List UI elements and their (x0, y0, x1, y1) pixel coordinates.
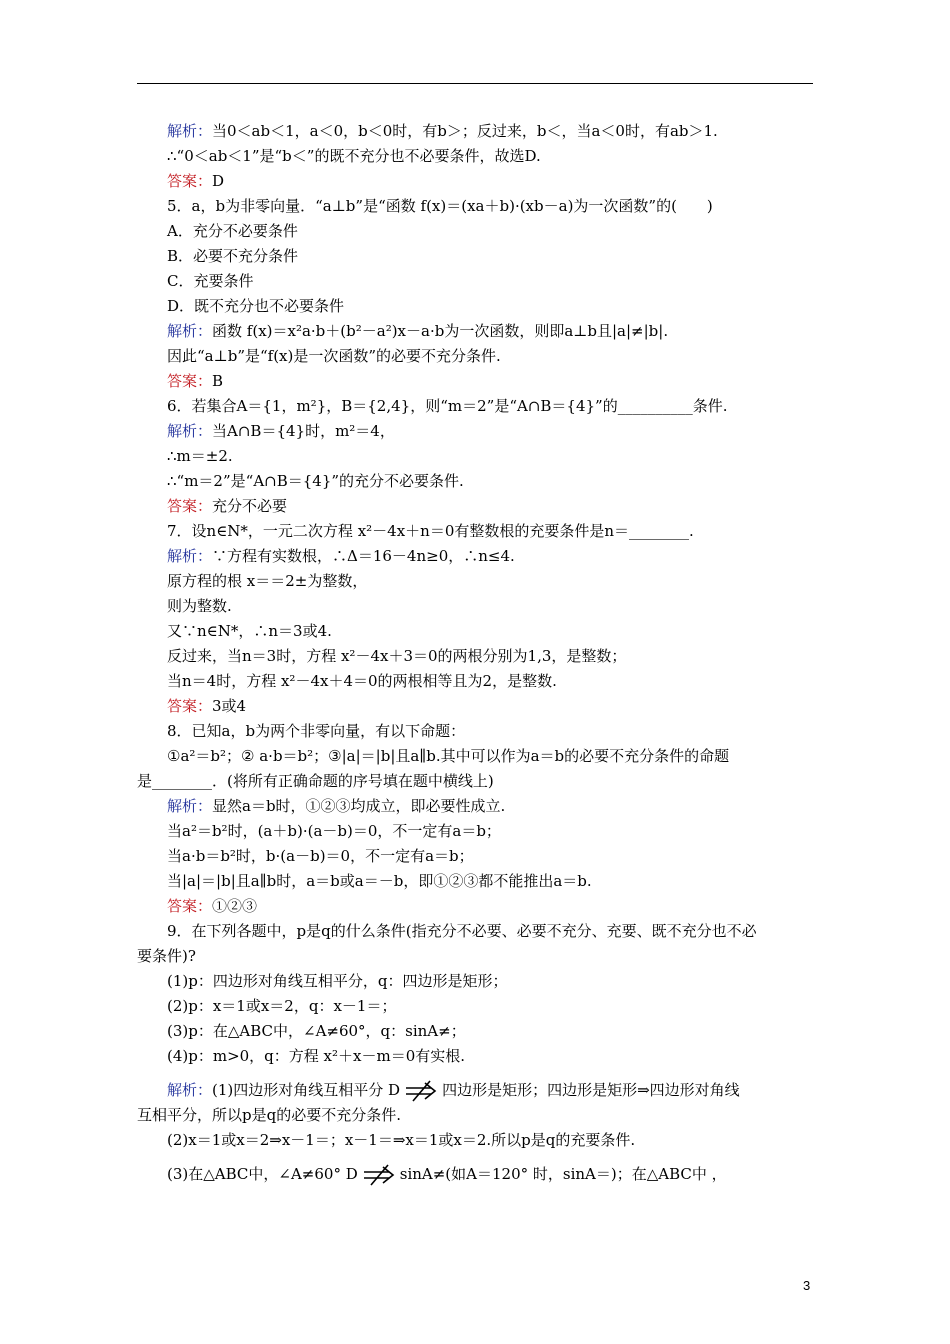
text-line: 解析：函数 f(x)＝x²a·b＋(b²－a²)x－a·b为一次函数，则即a⊥b且|a|≠|b|. (167, 322, 669, 340)
sub-question-4: (4)p：m>0，q：方程 x²＋x－m＝0有实根. (167, 1047, 466, 1065)
text-line: 要条件)? (137, 947, 196, 965)
spacer (137, 1153, 817, 1162)
option-d: D．既不充分也不必要条件 (167, 297, 345, 315)
analysis-label: 解析： (167, 547, 213, 565)
sub-question-3: (3)p：在△ABC中，∠A≠60°，q：sinA≠； (167, 1022, 466, 1040)
text-line: 解析：∵方程有实数根，∴Δ＝16－4n≥0，∴n≤4. (167, 547, 515, 565)
text-line: 答案：D (167, 172, 225, 190)
answer-label: 答案： (167, 897, 213, 915)
answer-label: 答案： (167, 172, 213, 190)
page-number: 3 (803, 1278, 811, 1293)
text-line: 当n＝4时，方程 x²－4x＋4＝0的两根相等且为2，是整数. (167, 672, 557, 690)
text-line: 当a·b＝b²时，b·(a－b)＝0，不一定有a＝b； (167, 847, 474, 865)
text-line: 则为整数. (167, 597, 232, 615)
not-implies-arrow-icon (404, 1080, 438, 1102)
question-6: 6．若集合A＝{1，m²}，B＝{2,4}，则“m＝2”是“A∩B＝{4}”的__________条件. (167, 397, 728, 415)
text-line: ∴“m＝2”是“A∩B＝{4}”的充分不必要条件. (167, 472, 464, 490)
text-line: 答案：3或4 (167, 697, 247, 715)
text-line: 答案：充分不必要 (167, 497, 288, 515)
answer-label: 答案： (167, 697, 213, 715)
text-line: 答案：B (167, 372, 224, 390)
text-line: 是________．(将所有正确命题的序号填在题中横线上) (137, 772, 494, 790)
text-line: (3)在△ABC中，∠A≠60° D sinA≠(如A＝120° 时，sinA＝)；在△ABC中 ， (137, 1162, 817, 1187)
option-a: A．充分不必要条件 (167, 222, 298, 240)
analysis-label: 解析： (167, 122, 213, 140)
text-line: 互相平分，所以p是q的必要不充分条件. (137, 1106, 401, 1124)
sub-question-1: (1)p：四边形对角线互相平分，q：四边形是矩形； (167, 972, 508, 990)
analysis-label: 解析： (167, 322, 213, 340)
not-implies-arrow-icon (362, 1164, 396, 1186)
text-line: 因此“a⊥b”是“f(x)是一次函数”的必要不充分条件. (167, 347, 501, 365)
text-line: 反过来，当n＝3时，方程 x²－4x＋3＝0的两根分别为1,3，是整数； (167, 647, 627, 665)
option-c: C．充要条件 (167, 272, 254, 290)
text-line: 原方程的根 x＝＝2±为整数， (167, 572, 368, 590)
text-line: 解析：显然a＝b时，①②③均成立，即必要性成立. (167, 797, 506, 815)
text-line: 解析：当A∩B＝{4}时，m²＝4， (167, 422, 395, 440)
analysis-label: 解析： (167, 797, 213, 815)
text-line: 当|a|＝|b|且a∥b时，a＝b或a＝－b，即①②③都不能推出a＝b. (167, 872, 592, 890)
spacer (137, 1069, 817, 1078)
answer-label: 答案： (167, 497, 213, 515)
text-line: 解析：当0＜ab＜1，a＜0，b＜0时，有b＞；反过来，b＜，当a＜0时，有ab＞1. (167, 122, 718, 140)
text-line: 又∵n∈N*，∴n＝3或4. (167, 622, 332, 640)
analysis-label: 解析： (167, 422, 213, 440)
text-line: 答案：①②③ (167, 897, 258, 915)
text-line: ∴m＝±2. (167, 447, 233, 465)
answer-label: 答案： (167, 372, 213, 390)
question-9: 9．在下列各题中，p是q的什么条件(指充分不必要、必要不充分、充要、既不充分也不必 (167, 922, 757, 940)
question-7: 7．设n∈N*，一元二次方程 x²－4x＋n＝0有整数根的充要条件是n＝________. (167, 522, 694, 540)
option-b: B．必要不充分条件 (167, 247, 299, 265)
question-8: 8．已知a，b为两个非零向量，有以下命题： (167, 722, 466, 740)
text-line: 当a²＝b²时，(a＋b)·(a－b)＝0，不一定有a＝b； (167, 822, 501, 840)
text-line: ∴“0＜ab＜1”是“b＜”的既不充分也不必要条件，故选D. (167, 147, 541, 165)
page-content (137, 119, 817, 1187)
text-line: 解析：(1)四边形对角线互相平分 D 四边形是矩形；四边形是矩形⇒四边形对角线 (137, 1078, 817, 1103)
sub-question-2: (2)p：x＝1或x＝2，q：x－1＝； (167, 997, 397, 1015)
text-line: ①a²＝b²；② a·b＝b²；③|a|＝|b|且a∥b.其中可以作为a＝b的必要不充分条件的命题 (167, 747, 730, 765)
question-5: 5．a，b为非零向量．“a⊥b”是“函数 f(x)＝(xa＋b)·(xb－a)为一次函数”的( ) (167, 197, 713, 215)
text-line: (2)x＝1或x＝2⇒x－1＝；x－1＝⇒x＝1或x＝2.所以p是q的充要条件. (167, 1131, 636, 1149)
header-rule (137, 83, 813, 84)
analysis-label: 解析： (167, 1081, 213, 1099)
